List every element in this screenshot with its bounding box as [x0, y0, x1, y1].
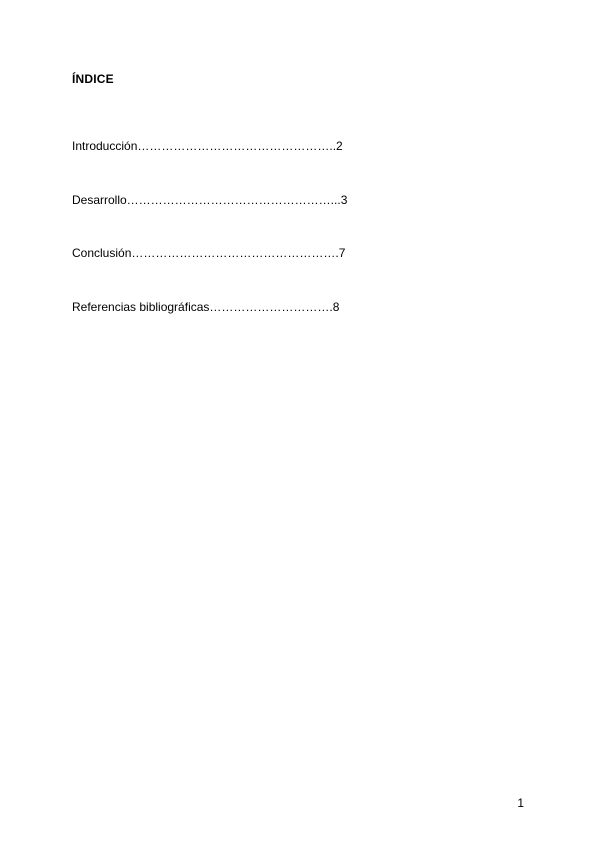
toc-entry-conclusion: Conclusión…………………………………………….7 — [72, 246, 346, 260]
index-heading: ÍNDICE — [72, 72, 114, 86]
page-number: 1 — [517, 796, 524, 810]
toc-entry-introduccion: Introducción…………………………………………..2 — [72, 139, 343, 153]
toc-entry-referencias: Referencias bibliográficas………………………….8 — [72, 300, 340, 314]
toc-entry-desarrollo: Desarrollo……………………………………………...3 — [72, 193, 348, 207]
